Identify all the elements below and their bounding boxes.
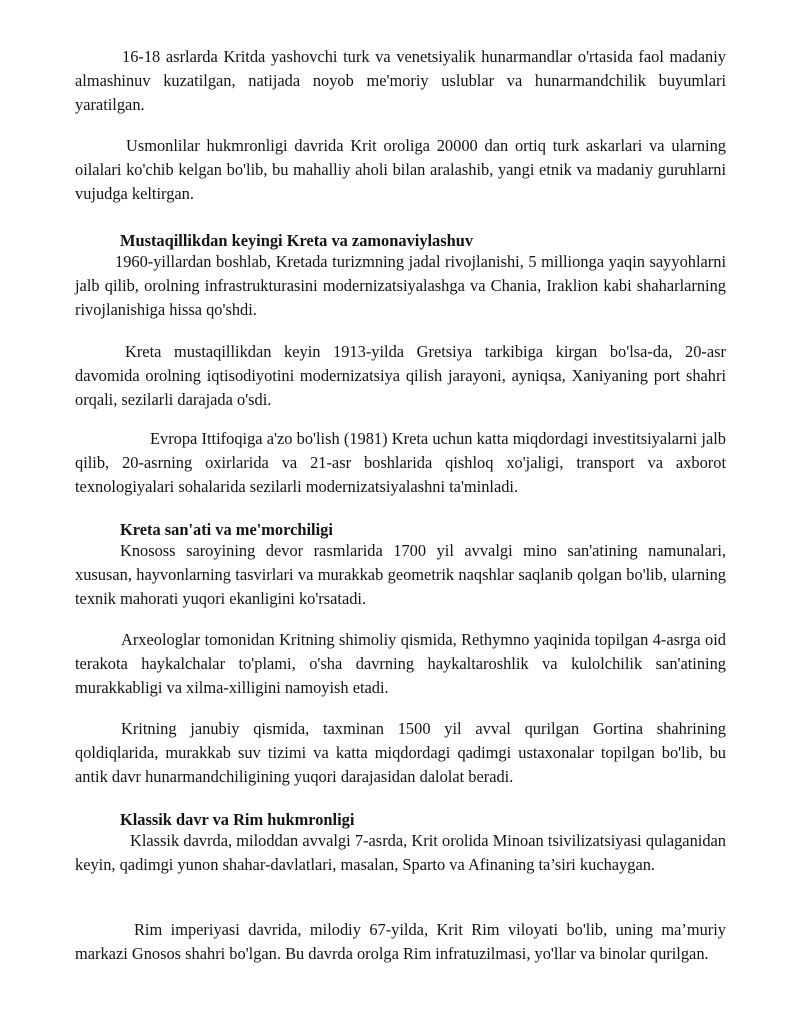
- paragraph: Evropa Ittifoqiga a'zo bo'lish (1981) Kreta uchun katta miqdordagi investitsiyalarni jalb qilib, 20-asrning oxirlarida va 21-asr boshlarida qishloq xo'jaligi, transport va axborot texnologiyalari sohalarida sezilarli modernizatsiyalashni ta'minladi.: [75, 429, 726, 497]
- section-heading: Mustaqillikdan keyingi Kreta va zamonaviylashuv: [120, 231, 474, 250]
- paragraph: Rim imperiyasi davrida, milodiy 67-yilda, Krit Rim viloyati bo'lib, uning ma’muriy markazi Gnosos shahri bo'lgan. Bu davrda orolga Rim infratuzilmasi, yo'llar va binolar qurilgan.: [75, 920, 726, 964]
- paragraph: Knososs saroyining devor rasmlarida 1700 yil avvalgi mino san'atining namunalari, xususan, hayvonlarning tasvirlari va murakkab geometrik naqshlar saqlanib qolgan bo'lib, ularning texnik mahorati yuqori ekanligini ko'rsatadi.: [75, 541, 726, 609]
- paragraph: Kreta mustaqillikdan keyin 1913-yilda Gretsiya tarkibiga kirgan bo'lsa-da, 20-asr davomida orolning iqtisodiyotini modernizatsiya qilish jarayoni, ayniqsa, Xaniyaning port shahri orqali, sezilarli darajada o'sdi.: [75, 342, 726, 410]
- paragraph: 1960-yillardan boshlab, Kretada turizmning jadal rivojlanishi, 5 millionga yaqin sayyohlarni jalb qilib, orolning infrastrukturasini modernizatsiyalashga va Chania, Iraklion kabi shaharlarning rivojlanishiga hissa qo'shdi.: [75, 252, 726, 320]
- paragraph: Arxeologlar tomonidan Kritning shimoliy qismida, Rethymno yaqinida topilgan 4-asrga oid terakota haykalchalar to'plami, o'sha davrning haykaltaroshlik va kulolchilik san'atining murakkabligi va xilma-xilligini namoyish etadi.: [75, 630, 726, 698]
- paragraph: Kritning janubiy qismida, taxminan 1500 yil avval qurilgan Gortina shahrining qoldiqlarida, murakkab suv tizimi va katta miqdordagi qadimgi ustaxonalar topilgan bo'lib, bu antik davr hunarmandchiligining yuqori darajasidan dalolat beradi.: [75, 719, 726, 787]
- section-heading: Kreta san'ati va me'morchiligi: [120, 520, 333, 539]
- paragraph: Usmonlilar hukmronligi davrida Krit oroliga 20000 dan ortiq turk askarlari va ularning oilalari ko'chib kelgan bo'lib, bu mahalliy aholi bilan aralashib, yangi etnik va madaniy guruhlarni vujudga keltirgan.: [75, 136, 726, 204]
- paragraph: Klassik davrda, miloddan avvalgi 7-asrda, Krit orolida Minoan tsivilizatsiyasi qulaganidan keyin, qadimgi yunon shahar-davlatlari, masalan, Sparto va Afinaning ta’siri kuchaygan.: [75, 831, 726, 875]
- paragraph: 16-18 asrlarda Kritda yashovchi turk va venetsiyalik hunarmandlar o'rtasida faol madaniy almashinuv kuzatilgan, natijada noyob me'moriy uslublar va hunarmandchilik buyumlari yaratilgan.: [75, 47, 726, 115]
- section-heading: Klassik davr va Rim hukmronligi: [120, 810, 355, 829]
